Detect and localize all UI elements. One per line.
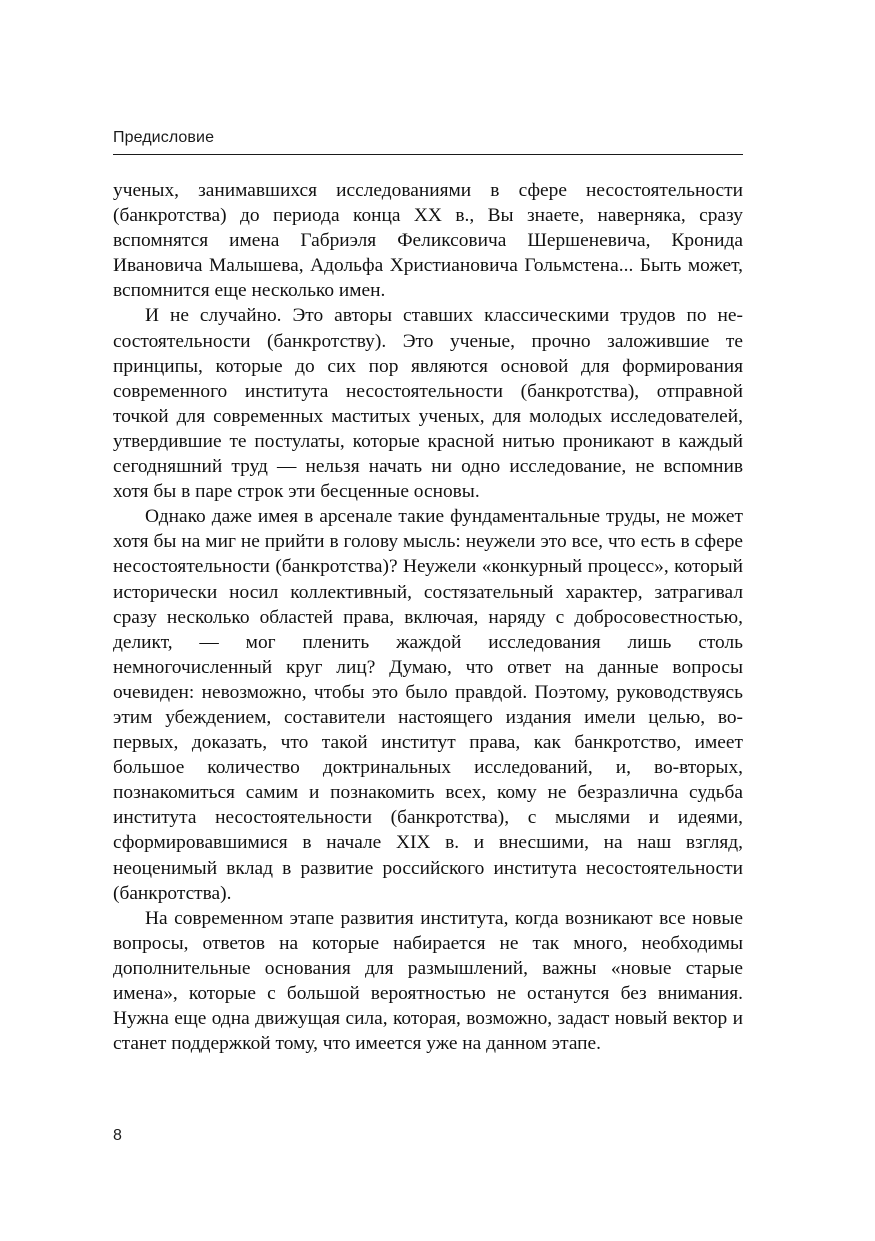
paragraph: Однако даже имея в арсенале такие фундаментальные труды, не может хотя бы на миг не прийти в голову мысль: неужели это все, что есть в сфере несостоятельности (банкротства)? Неужели «конкурный процесс», который исторически носил коллективный, состязательный характер, затрагивал сразу несколько областей права, включая, наряду с добросовестностью, деликт, — мог пленить жаждой исследования лишь столь немногочисленный круг лиц? Думаю, что ответ на данные вопросы очевиден: невозможно, чтобы это было правдой. Поэтому, руководствуясь этим убеждением, составители настоящего издания имели целью, во-первых, доказать, что такой институт права, как банкротство, имеет большое количество доктринальных исследований, и, во-вторых, познакомиться самим и познакомить всех, кому не безразлична судьба института несостоятельности (банкротства), с мыслями и идеями, сформировавшимися в начале XIX в. и внесшими, на наш взгляд, неоценимый вклад в развитие российского института несостоятельности (банкротства). bbox=[113, 506, 743, 904]
running-head: Предисловие bbox=[113, 129, 215, 146]
body-text bbox=[113, 178, 743, 1056]
paragraph: И не случайно. Это авторы ставших классическими трудов по несостоятельности (банкротству). Это ученые, прочно заложившие те принципы, которые до сих пор являются основой для формирования современного института несостоятельности (банкротства), отправной точкой для современных маститых ученых, для молодых исследователей, утвердившие те постулаты, которые красной нитью проникают в каждый сегодняшний труд — нельзя начать ни одно исследование, не вспомнив хотя бы в паре строк эти бесценные основы. bbox=[113, 305, 743, 503]
header-rule bbox=[113, 154, 743, 155]
paragraph: ученых, занимавшихся исследованиями в сфере несостоятельности (банкротства) до периода конца XX в., Вы знаете, наверняка, сразу вспомнятся имена Габриэля Феликсовича Шершеневича, Кронида Ивановича Малышева, Адольфа Христиановича Гольмстена... Быть может, вспомнится еще несколько имен. bbox=[113, 180, 743, 302]
paragraph: На современном этапе развития института, когда возникают все новые вопросы, ответов на которые набирается не так много, необходимы дополнительные основания для размышлений, важны «новые старые имена», которые с большой вероятностью не останутся без внимания. Нужна еще одна движущая сила, которая, возможно, задаст новый вектор и станет поддержкой тому, что имеется уже на данном этапе. bbox=[113, 907, 743, 1055]
page-number: 8 bbox=[113, 1127, 122, 1144]
